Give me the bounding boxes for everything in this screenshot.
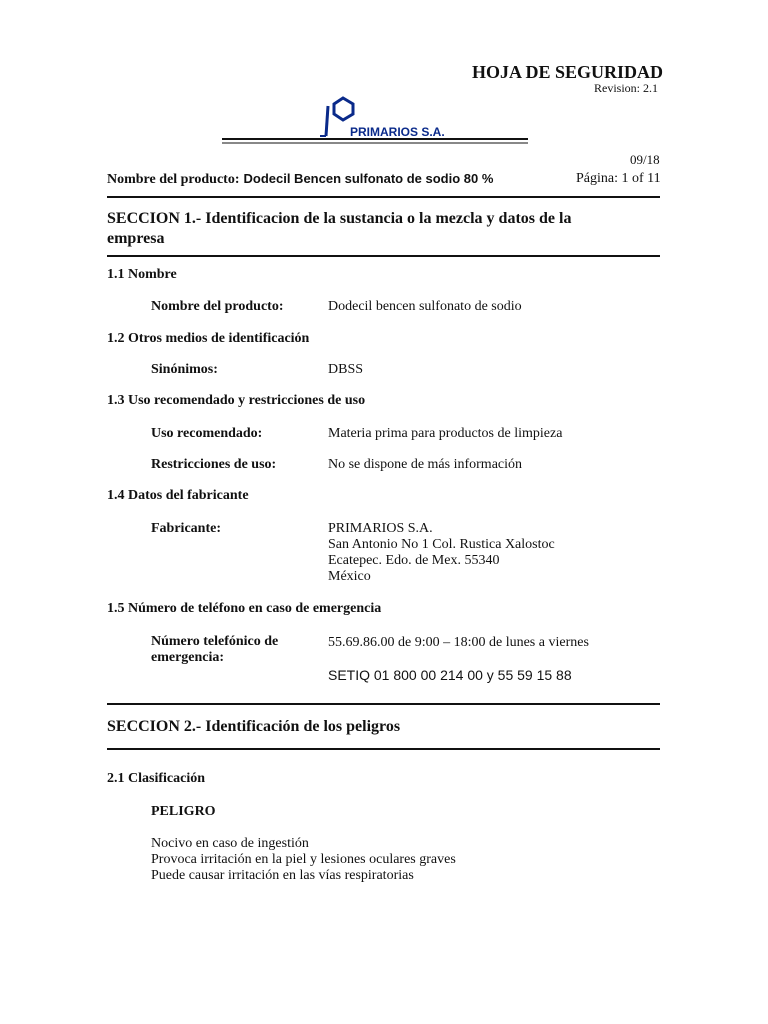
product-name: Dodecil Bencen sulfonato de sodio 80 % <box>243 171 494 186</box>
page-number: Página: 1 of 11 <box>576 171 661 186</box>
hazard-statement: Nocivo en caso de ingestión <box>151 836 309 851</box>
product-name-value: Dodecil bencen sulfonato de sodio <box>328 299 522 314</box>
setiq-phone-value: SETIQ 01 800 00 214 00 y 55 59 15 88 <box>328 667 572 683</box>
emergency-label-line: emergencia: <box>151 650 225 665</box>
recommended-use-value: Materia prima para productos de limpieza <box>328 426 563 441</box>
emergency-phone-value: 55.69.86.00 de 9:00 – 18:00 de lunes a viernes <box>328 635 589 650</box>
manufacturer-label: Fabricante: <box>151 521 221 536</box>
company-logo <box>222 94 528 146</box>
section-1-4-heading: 1.4 Datos del fabricante <box>107 488 249 503</box>
recommended-use-label: Uso recomendado: <box>151 426 263 441</box>
section-1-5-heading: 1.5 Número de teléfono en caso de emergencia <box>107 601 382 616</box>
manufacturer-address <box>328 521 555 585</box>
address-line: PRIMARIOS S.A. <box>328 521 433 536</box>
hazard-statement: Puede causar irritación en las vías respiratorias <box>151 868 414 883</box>
emergency-phone-label <box>151 634 278 666</box>
divider <box>107 748 660 750</box>
logo-text: PRIMARIOS S.A. <box>350 125 445 139</box>
restrictions-value: No se dispone de más información <box>328 457 523 472</box>
emergency-label-line: Número telefónico de <box>151 634 279 649</box>
section-1-2-heading: 1.2 Otros medios de identificación <box>107 331 310 346</box>
address-line: Ecatepec. Edo. de Mex. 55340 <box>328 553 500 568</box>
product-name-label: Nombre del producto: <box>151 299 284 314</box>
section2-title: SECCION 2.- Identificación de los peligros <box>107 718 401 735</box>
synonyms-label: Sinónimos: <box>151 362 218 377</box>
product-line <box>107 170 493 188</box>
section1-title: SECCION 1.- Identificacion de la sustancia o la mezcla y datos de la empresa <box>107 210 572 247</box>
address-line: San Antonio No 1 Col. Rustica Xalostoc <box>328 537 555 552</box>
section-1-3-heading: 1.3 Uso recomendado y restricciones de uso <box>107 393 366 408</box>
address-line: México <box>328 569 371 584</box>
divider <box>107 255 660 257</box>
revision-label: Revision: 2.1 <box>594 81 659 95</box>
signal-word: PELIGRO <box>151 804 216 819</box>
hazard-statements <box>151 836 456 884</box>
product-label: Nombre del producto: <box>107 172 240 187</box>
divider <box>107 703 660 705</box>
section-2-1-heading: 2.1 Clasificación <box>107 771 205 786</box>
hazard-statement: Provoca irritación en la piel y lesiones oculares graves <box>151 852 456 867</box>
section-1-1-heading: 1.1 Nombre <box>107 267 177 282</box>
synonyms-value: DBSS <box>328 362 364 377</box>
document-title: HOJA DE SEGURIDAD <box>472 62 664 82</box>
divider <box>107 196 660 198</box>
date-label: 09/18 <box>630 152 660 167</box>
restrictions-label: Restricciones de uso: <box>151 457 277 472</box>
